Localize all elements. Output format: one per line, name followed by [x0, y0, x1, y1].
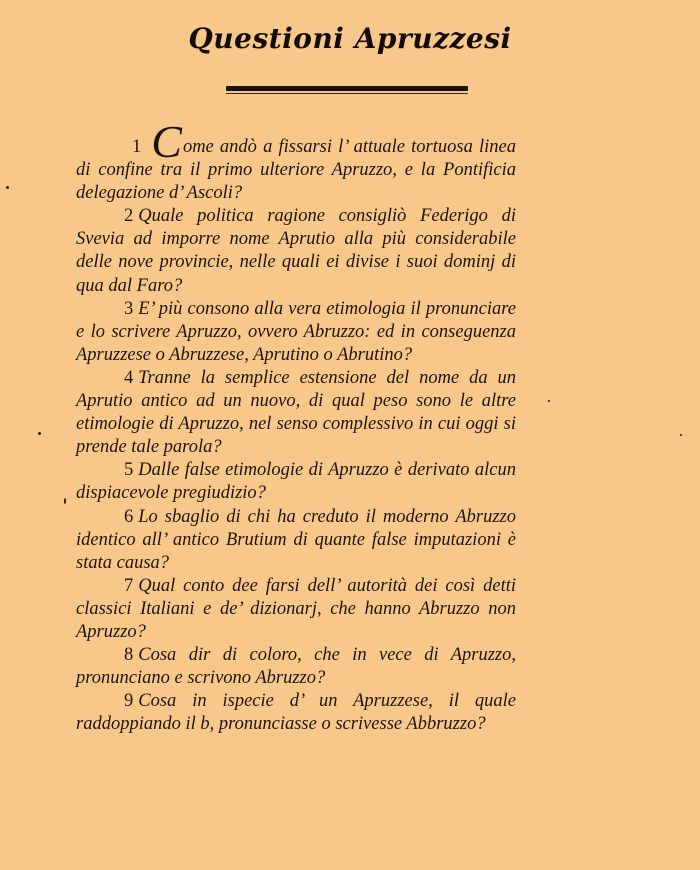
paper-speck [38, 432, 41, 435]
title-rule-thin [226, 93, 468, 94]
question-text: Cosa dir di coloro, che in vece di Apruzzo, pronunciano e scrivono Abruzzo? [76, 645, 516, 689]
question-8 [76, 644, 516, 690]
question-number: 9 [124, 691, 134, 712]
question-9 [76, 690, 516, 736]
page-title: Questioni Apruzzesi [188, 22, 512, 55]
question-text: E’ più consono alla vera etimologia il pronunciare e lo scrivere Apruzzo, ovvero Abruzzo: ed in conseguenza Apruzzese o Abruzzese, Aprutino o Abrutino? [76, 298, 516, 365]
question-text: Qual conto dee farsi dell’ autorità dei così detti classici Italiani e de’ dizionarj, che hanno Abruzzo non Apruzzo? [76, 575, 516, 642]
question-number: 2 [124, 206, 134, 227]
question-text: Cosa in ispecie d’ un Apruzzese, il quale raddoppiando il b, pronunciasse o scrivesse Abbruzzo? [76, 691, 516, 735]
question-number: 7 [124, 575, 134, 596]
question-text: Tranne la semplice estensione del nome da un Aprutio antico ad un nuovo, di qual peso sono le altre etimologie di Apruzzo, nel senso complessivo in cui oggi si prende tale parola? [76, 367, 516, 458]
question-text: Lo sbaglio di chi ha creduto il moderno Abruzzo identico all’ antico Brutium di quante false imputazioni è stata causa? [76, 506, 516, 573]
question-text: Quale politica ragione consigliò Federigo di Svevia ad imporre nome Aprutio alla più considerabile delle nove provincie, nelle quali ei divise i suoi dominj di qua dal Faro? [76, 206, 516, 296]
question-3 [76, 298, 516, 367]
questions-list [76, 116, 516, 736]
question-4 [76, 367, 516, 459]
question-2 [76, 205, 516, 297]
question-number: 1 [132, 137, 142, 157]
question-number: 8 [124, 645, 134, 666]
paper-speck [680, 434, 682, 436]
question-5 [76, 459, 516, 505]
paper-speck [548, 400, 550, 402]
question-1 [76, 116, 516, 205]
drop-cap: C [151, 116, 182, 167]
question-6 [76, 506, 516, 575]
paper-speck [64, 498, 66, 504]
question-text: ome andò a fissarsi l’ attuale tortuosa linea di confine tra il primo ulteriore Apruzzo, e la Pontificia delegazione d’ Ascoli? [76, 137, 516, 204]
question-number: 3 [124, 298, 134, 319]
question-number: 5 [124, 460, 134, 481]
question-text: Dalle false etimologie di Apruzzo è derivato alcun dispiacevole pregiudizio? [76, 460, 516, 504]
question-number: 4 [124, 367, 134, 388]
question-7 [76, 575, 516, 644]
question-number: 6 [124, 506, 134, 527]
paper-speck [6, 186, 9, 189]
title-rule [226, 86, 468, 91]
